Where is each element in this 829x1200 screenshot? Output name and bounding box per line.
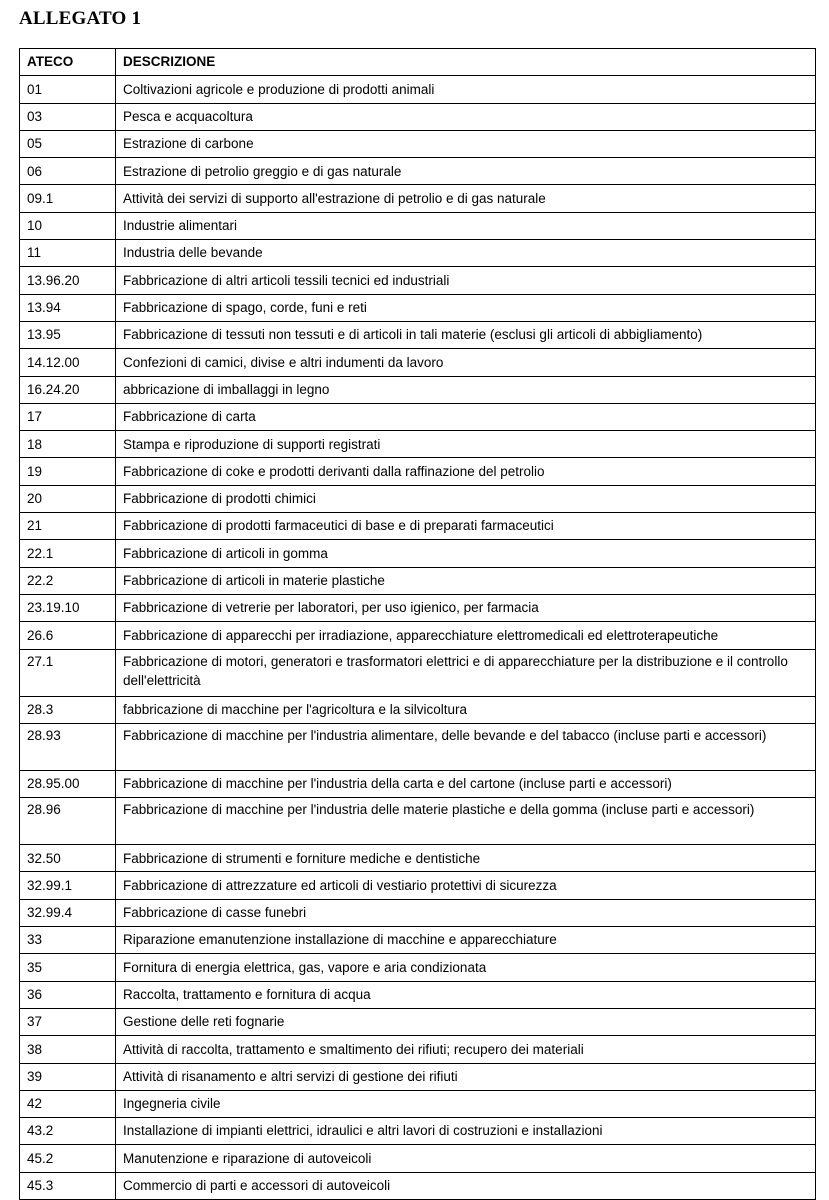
table-row bbox=[20, 103, 816, 130]
ateco-code: 36 bbox=[20, 981, 116, 1008]
table-row bbox=[20, 158, 816, 185]
table-row bbox=[20, 1090, 816, 1117]
table-row bbox=[20, 723, 816, 770]
ateco-code: 26.6 bbox=[20, 622, 116, 649]
table-row bbox=[20, 458, 816, 485]
table-header-row bbox=[20, 49, 816, 76]
ateco-description: fabbricazione di macchine per l'agricoltura e la silvicoltura bbox=[116, 696, 816, 723]
table-row bbox=[20, 649, 816, 696]
table-row bbox=[20, 696, 816, 723]
ateco-code: 32.50 bbox=[20, 845, 116, 872]
ateco-description: Fabbricazione di altri articoli tessili tecnici ed industriali bbox=[116, 267, 816, 294]
table-row bbox=[20, 845, 816, 872]
table-row bbox=[20, 403, 816, 430]
ateco-code: 06 bbox=[20, 158, 116, 185]
ateco-description: Fabbricazione di coke e prodotti derivanti dalla raffinazione del petrolio bbox=[116, 458, 816, 485]
table-row bbox=[20, 267, 816, 294]
ateco-description: Fabbricazione di tessuti non tessuti e di articoli in tali materie (esclusi gli articoli di abbigliamento) bbox=[116, 321, 816, 348]
ateco-description: Attività di raccolta, trattamento e smaltimento dei rifiuti; recupero dei materiali bbox=[116, 1036, 816, 1063]
ateco-code: 22.2 bbox=[20, 567, 116, 594]
ateco-description: Riparazione emanutenzione installazione di macchine e apparecchiature bbox=[116, 927, 816, 954]
ateco-description: Fabbricazione di vetrerie per laboratori, per uso igienico, per farmacia bbox=[116, 594, 816, 621]
ateco-code: 39 bbox=[20, 1063, 116, 1090]
ateco-description: Fabbricazione di prodotti chimici bbox=[116, 485, 816, 512]
ateco-code: 23.19.10 bbox=[20, 594, 116, 621]
table-row bbox=[20, 376, 816, 403]
table-row bbox=[20, 513, 816, 540]
ateco-code: 37 bbox=[20, 1008, 116, 1035]
ateco-description: Installazione di impianti elettrici, idraulici e altri lavori di costruzioni e installazioni bbox=[116, 1118, 816, 1145]
ateco-description: Stampa e riproduzione di supporti registrati bbox=[116, 431, 816, 458]
ateco-description: Ingegneria civile bbox=[116, 1090, 816, 1117]
ateco-description: Fabbricazione di apparecchi per irradiazione, apparecchiature elettromedicali ed elettroterapeutiche bbox=[116, 622, 816, 649]
header-descrizione: DESCRIZIONE bbox=[116, 49, 816, 76]
ateco-code: 32.99.1 bbox=[20, 872, 116, 899]
ateco-description: abbricazione di imballaggi in legno bbox=[116, 376, 816, 403]
ateco-code: 21 bbox=[20, 513, 116, 540]
ateco-code: 32.99.4 bbox=[20, 899, 116, 926]
table-row bbox=[20, 567, 816, 594]
ateco-code: 05 bbox=[20, 130, 116, 157]
table-row bbox=[20, 240, 816, 267]
ateco-code: 45.3 bbox=[20, 1172, 116, 1199]
table-row bbox=[20, 954, 816, 981]
page-title: ALLEGATO 1 bbox=[19, 8, 142, 29]
ateco-code: 22.1 bbox=[20, 540, 116, 567]
ateco-description: Fabbricazione di strumenti e forniture mediche e dentistiche bbox=[116, 845, 816, 872]
ateco-description: Industrie alimentari bbox=[116, 212, 816, 239]
ateco-code: 28.3 bbox=[20, 696, 116, 723]
ateco-description: Estrazione di carbone bbox=[116, 130, 816, 157]
ateco-code: 28.93 bbox=[20, 723, 116, 770]
ateco-code: 35 bbox=[20, 954, 116, 981]
table-row bbox=[20, 540, 816, 567]
table-row bbox=[20, 1008, 816, 1035]
ateco-description: Fabbricazione di prodotti farmaceutici di base e di preparati farmaceutici bbox=[116, 513, 816, 540]
table-row bbox=[20, 294, 816, 321]
table-row bbox=[20, 321, 816, 348]
ateco-description: Confezioni di camici, divise e altri indumenti da lavoro bbox=[116, 349, 816, 376]
ateco-description: Coltivazioni agricole e produzione di prodotti animali bbox=[116, 76, 816, 103]
ateco-description: Fabbricazione di motori, generatori e trasformatori elettrici e di apparecchiature per la distribuzione e il controllo dell'elettricità bbox=[116, 649, 816, 696]
ateco-code: 33 bbox=[20, 927, 116, 954]
ateco-code: 28.96 bbox=[20, 798, 116, 845]
ateco-description: Gestione delle reti fognarie bbox=[116, 1008, 816, 1035]
ateco-description: Industria delle bevande bbox=[116, 240, 816, 267]
ateco-code: 01 bbox=[20, 76, 116, 103]
ateco-code: 18 bbox=[20, 431, 116, 458]
ateco-description: Fabbricazione di casse funebri bbox=[116, 899, 816, 926]
ateco-code: 17 bbox=[20, 403, 116, 430]
table-row bbox=[20, 130, 816, 157]
ateco-description: Commercio di parti e accessori di autoveicoli bbox=[116, 1172, 816, 1199]
ateco-code: 13.94 bbox=[20, 294, 116, 321]
ateco-code: 13.96.20 bbox=[20, 267, 116, 294]
ateco-code: 43.2 bbox=[20, 1118, 116, 1145]
ateco-table-body bbox=[20, 49, 816, 1200]
table-row bbox=[20, 76, 816, 103]
table-row bbox=[20, 1118, 816, 1145]
ateco-code: 42 bbox=[20, 1090, 116, 1117]
ateco-description: Fabbricazione di articoli in materie plastiche bbox=[116, 567, 816, 594]
ateco-table bbox=[19, 48, 816, 1200]
table-row bbox=[20, 1063, 816, 1090]
ateco-code: 20 bbox=[20, 485, 116, 512]
header-ateco: ATECO bbox=[20, 49, 116, 76]
ateco-code: 14.12.00 bbox=[20, 349, 116, 376]
ateco-code: 16.24.20 bbox=[20, 376, 116, 403]
ateco-code: 03 bbox=[20, 103, 116, 130]
ateco-code: 45.2 bbox=[20, 1145, 116, 1172]
ateco-description: Fornitura di energia elettrica, gas, vapore e aria condizionata bbox=[116, 954, 816, 981]
table-row bbox=[20, 349, 816, 376]
ateco-description: Raccolta, trattamento e fornitura di acqua bbox=[116, 981, 816, 1008]
table-row bbox=[20, 212, 816, 239]
ateco-code: 13.95 bbox=[20, 321, 116, 348]
table-row bbox=[20, 485, 816, 512]
ateco-description: Fabbricazione di carta bbox=[116, 403, 816, 430]
table-row bbox=[20, 981, 816, 1008]
ateco-description: Estrazione di petrolio greggio e di gas naturale bbox=[116, 158, 816, 185]
ateco-code: 09.1 bbox=[20, 185, 116, 212]
ateco-code: 10 bbox=[20, 212, 116, 239]
table-row bbox=[20, 899, 816, 926]
ateco-code: 19 bbox=[20, 458, 116, 485]
table-row bbox=[20, 1036, 816, 1063]
table-row bbox=[20, 1145, 816, 1172]
ateco-description: Fabbricazione di macchine per l'industria della carta e del cartone (incluse parti e accessori) bbox=[116, 770, 816, 797]
ateco-code: 28.95.00 bbox=[20, 770, 116, 797]
ateco-code: 11 bbox=[20, 240, 116, 267]
table-row bbox=[20, 770, 816, 797]
ateco-description: Manutenzione e riparazione di autoveicoli bbox=[116, 1145, 816, 1172]
table-row bbox=[20, 594, 816, 621]
ateco-description: Fabbricazione di spago, corde, funi e reti bbox=[116, 294, 816, 321]
table-row bbox=[20, 872, 816, 899]
ateco-description: Fabbricazione di macchine per l'industria delle materie plastiche e della gomma (incluse parti e accessori) bbox=[116, 798, 816, 845]
table-row bbox=[20, 927, 816, 954]
ateco-description: Fabbricazione di articoli in gomma bbox=[116, 540, 816, 567]
ateco-description: Fabbricazione di attrezzature ed articoli di vestiario protettivi di sicurezza bbox=[116, 872, 816, 899]
table-row bbox=[20, 1172, 816, 1199]
table-row bbox=[20, 622, 816, 649]
ateco-description: Attività dei servizi di supporto all'estrazione di petrolio e di gas naturale bbox=[116, 185, 816, 212]
ateco-description: Fabbricazione di macchine per l'industria alimentare, delle bevande e del tabacco (incluse parti e accessori) bbox=[116, 723, 816, 770]
ateco-code: 38 bbox=[20, 1036, 116, 1063]
table-row bbox=[20, 798, 816, 845]
table-row bbox=[20, 185, 816, 212]
table-row bbox=[20, 431, 816, 458]
ateco-description: Pesca e acquacoltura bbox=[116, 103, 816, 130]
ateco-code: 27.1 bbox=[20, 649, 116, 696]
ateco-description: Attività di risanamento e altri servizi di gestione dei rifiuti bbox=[116, 1063, 816, 1090]
